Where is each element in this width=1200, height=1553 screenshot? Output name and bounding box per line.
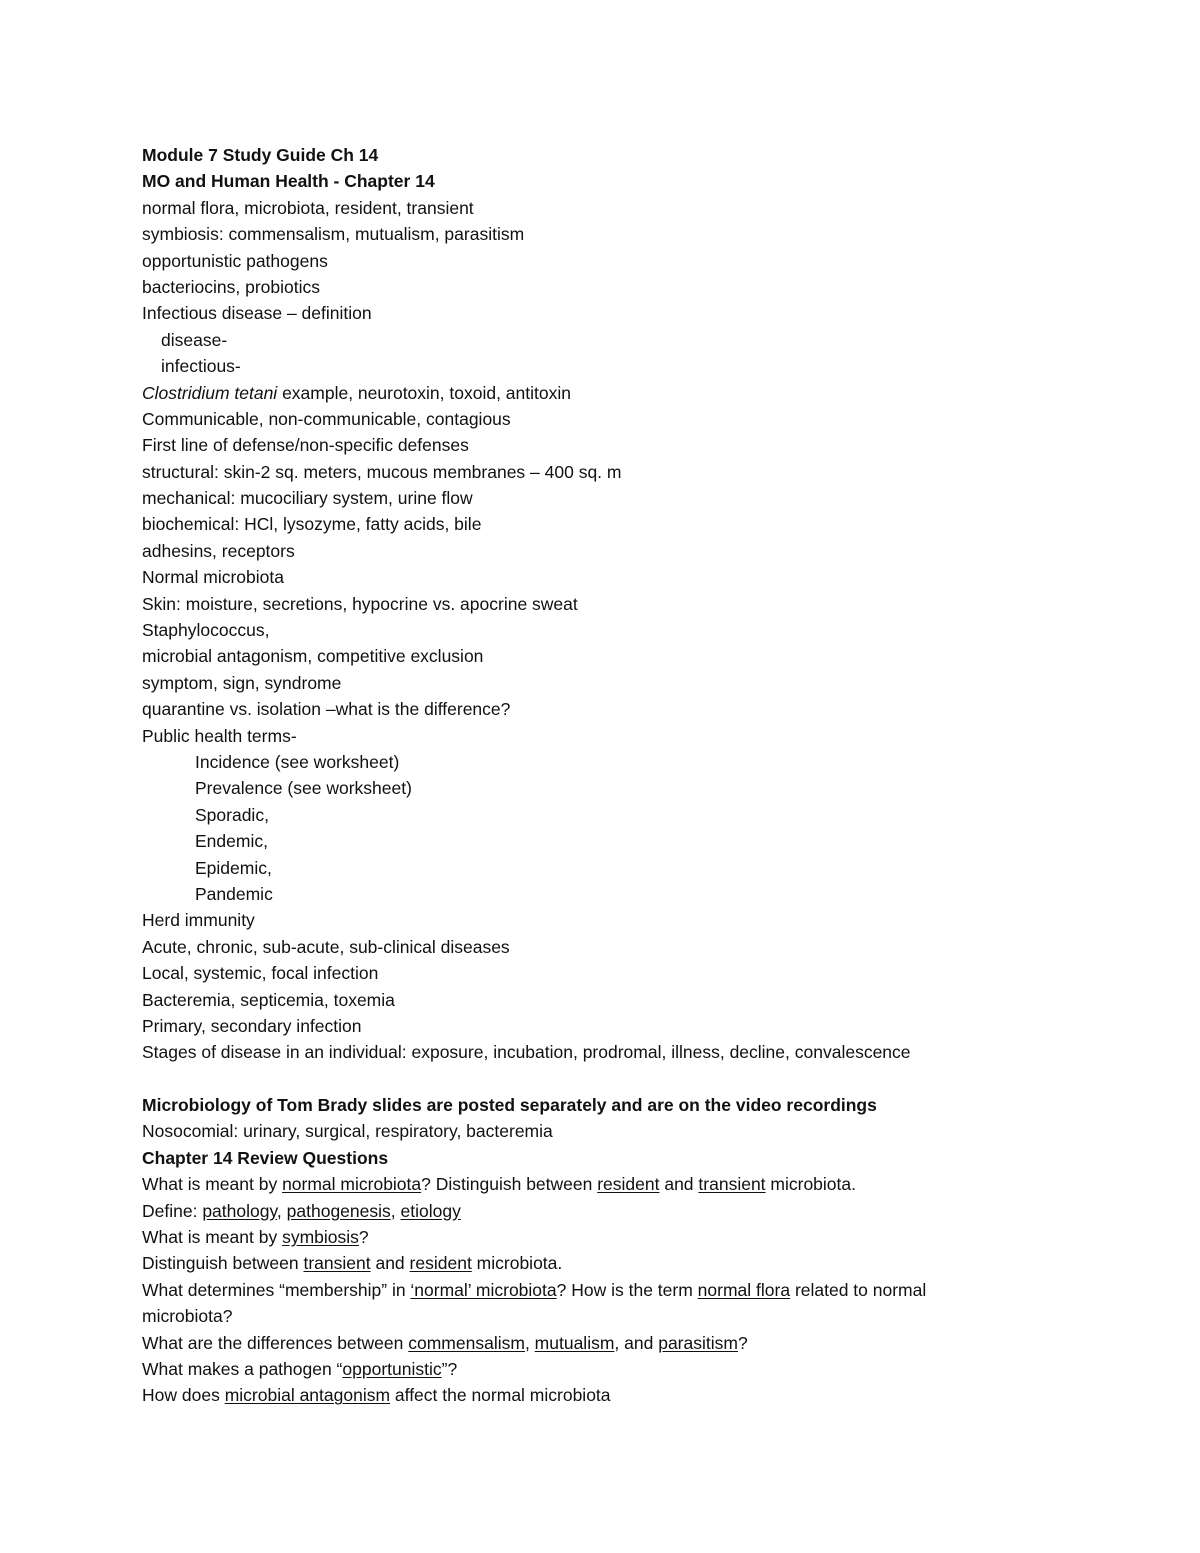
underlined-term: mutualism [534, 1332, 615, 1353]
outline-item: adhesins, receptors [142, 540, 295, 561]
outline-item: bacteriocins, probiotics [142, 276, 320, 297]
underlined-term: pathology [202, 1200, 277, 1221]
outline-item: Staphylococcus, [142, 620, 270, 641]
underlined-term: etiology [400, 1200, 461, 1221]
blank-line [142, 1066, 1142, 1092]
public-health-term: Sporadic, [195, 804, 269, 825]
outline-item: symptom, sign, syndrome [142, 672, 342, 693]
outline-item: opportunistic pathogens [142, 250, 328, 271]
review-question: What are the differences between commensalism, mutualism, and parasitism? [142, 1332, 748, 1353]
outline-item: First line of defense/non-specific defenses [142, 435, 469, 456]
review-question: What is meant by normal microbiota? Distinguish between resident and transient microbiota. [142, 1174, 856, 1195]
outline-item: Local, systemic, focal infection [142, 963, 379, 984]
public-health-term: Endemic, [195, 831, 268, 852]
review-question: What makes a pathogen “opportunistic”? [142, 1358, 458, 1379]
outline-item: Infectious disease – definition [142, 303, 372, 324]
outline-item: normal flora, microbiota, resident, transient [142, 197, 474, 218]
outline-item: Bacteremia, septicemia, toxemia [142, 989, 395, 1010]
outline-item: Communicable, non-communicable, contagious [142, 408, 511, 429]
outline-item: symbiosis: commensalism, mutualism, parasitism [142, 224, 525, 245]
underlined-term: ‘normal’ microbiota [410, 1279, 557, 1300]
outline-item: microbial antagonism, competitive exclusion [142, 646, 484, 667]
underlined-term: commensalism [408, 1332, 525, 1353]
study-guide-document [142, 142, 1142, 1409]
underlined-term: resident [597, 1174, 660, 1195]
sub-definition: disease- [161, 329, 228, 350]
outline-item: Primary, secondary infection [142, 1015, 362, 1036]
underlined-term: opportunistic [342, 1358, 442, 1379]
underlined-term: symbiosis [282, 1227, 359, 1248]
review-question: What determines “membership” in ‘normal’ microbiota? How is the term normal flora related to normal [142, 1279, 927, 1300]
underlined-term: resident [409, 1253, 472, 1274]
review-question: How does microbial antagonism affect the normal microbiota [142, 1385, 611, 1406]
underlined-term: parasitism [658, 1332, 738, 1353]
underlined-term: transient [303, 1253, 371, 1274]
document-subtitle: MO and Human Health - Chapter 14 [142, 171, 435, 192]
outline-item-clostridium [142, 380, 1142, 406]
outline-item: mechanical: mucociliary system, urine flow [142, 488, 473, 509]
outline-item: Skin: moisture, secretions, hypocrine vs. apocrine sweat [142, 593, 578, 614]
review-question: What is meant by symbiosis? [142, 1227, 369, 1248]
outline-item: biochemical: HCl, lysozyme, fatty acids, bile [142, 514, 482, 535]
review-question: Define: pathology, pathogenesis, etiology [142, 1200, 461, 1221]
nosocomial-line: Nosocomial: urinary, surgical, respiratory, bacteremia [142, 1121, 553, 1142]
underlined-term: microbial antagonism [224, 1385, 391, 1406]
underlined-term: normal flora [697, 1279, 791, 1300]
public-health-term: Prevalence (see worksheet) [195, 778, 412, 799]
public-health-term: Epidemic, [195, 857, 272, 878]
tom-brady-note: Microbiology of Tom Brady slides are posted separately and are on the video recordings [142, 1095, 877, 1116]
review-question: Distinguish between transient and resident microbiota. [142, 1253, 563, 1274]
review-question-continued: microbiota? [142, 1306, 233, 1327]
sub-definition: infectious- [161, 356, 241, 377]
outline-item: quarantine vs. isolation –what is the difference? [142, 699, 511, 720]
outline-item: Normal microbiota [142, 567, 284, 588]
underlined-term: transient [698, 1174, 766, 1195]
public-health-term: Pandemic [195, 883, 273, 904]
underlined-term: normal microbiota [282, 1174, 422, 1195]
public-health-term: Incidence (see worksheet) [195, 751, 400, 772]
document-title: Module 7 Study Guide Ch 14 [142, 145, 379, 165]
outline-item: Stages of disease in an individual: exposure, incubation, prodromal, illness, decline, convalescence [142, 1042, 911, 1063]
species-name: Clostridium tetani [142, 382, 278, 403]
review-heading: Chapter 14 Review Questions [142, 1147, 389, 1168]
outline-item: Herd immunity [142, 910, 255, 931]
outline-item-text: example, neurotoxin, toxoid, antitoxin [277, 382, 571, 403]
underlined-term: pathogenesis [286, 1200, 391, 1221]
outline-item: Acute, chronic, sub-acute, sub-clinical diseases [142, 936, 510, 957]
outline-item: Public health terms- [142, 725, 297, 746]
outline-item: structural: skin-2 sq. meters, mucous membranes – 400 sq. m [142, 461, 622, 482]
